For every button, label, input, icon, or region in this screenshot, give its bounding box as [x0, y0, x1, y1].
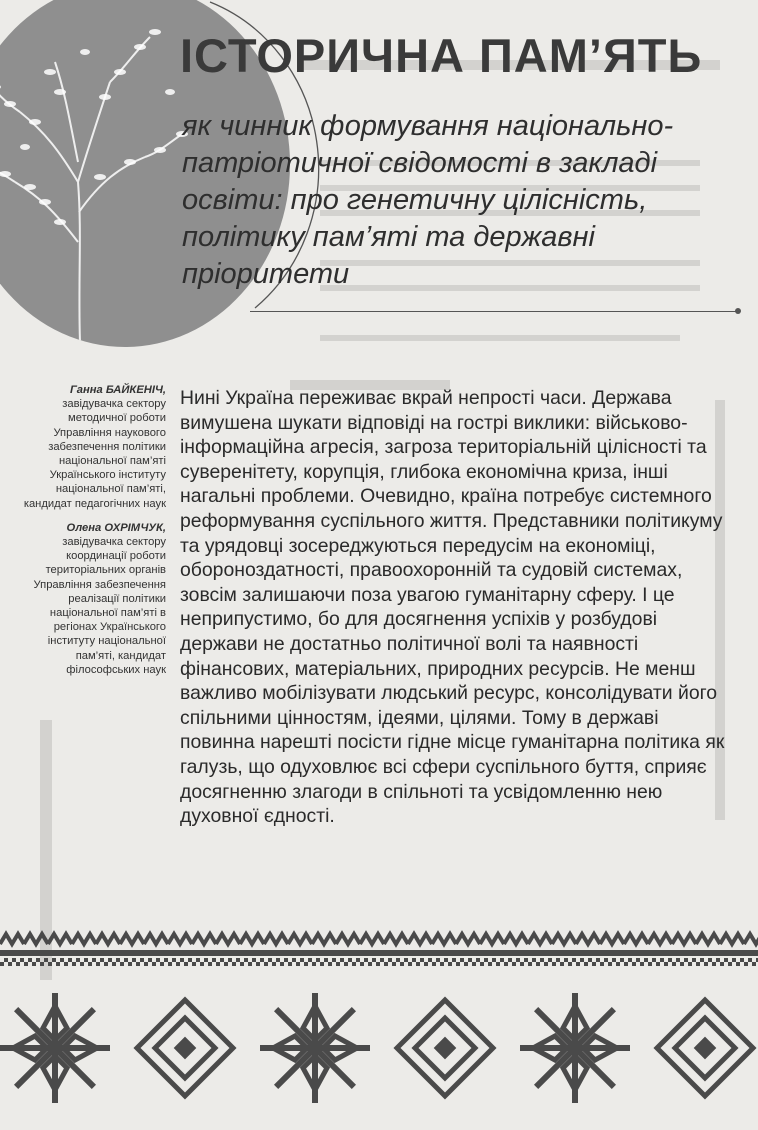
author-role: завідувачка сектору координації роботи територіальних органів Управління забезпечення реалізації політики національної пам’яті в регіонах Українського інституту національної пам’яті, кандидат філософських наук	[33, 536, 166, 676]
authors-block	[10, 383, 166, 687]
embroidery-ornament	[0, 930, 758, 1130]
page-title: ІСТОРИЧНА ПАМ’ЯТЬ	[180, 29, 703, 82]
author-name: Олена ОХРІМЧУК,	[66, 521, 166, 534]
divider-dot	[735, 308, 741, 314]
author-role: завідувачка сектору методичної роботи Управління наукового забезпечення політики національної пам’яті Українського інституту національної пам’яті, кандидат педагогічних наук	[23, 398, 166, 510]
author-1	[10, 383, 166, 511]
title-divider	[250, 311, 736, 312]
author-name: Ганна БАЙКЕНІЧ,	[70, 384, 166, 396]
page-subtitle: як чинник формування національно-патріотичної свідомості в закладі освіти: про генетичну цілісність, політику пам’яті та державні пріоритети	[182, 110, 674, 290]
author-2	[10, 521, 166, 677]
article-body: Нині Україна переживає вкрай непрості часи. Держава вимушена шукати відповіді на гострі виклики: військово-інформаційна агресія, загроза територіальній цілісності та суверенітету, корупція, глибока економічна криза, інші нагальні проблеми. Очевидно, країна потребує системного реформування суспільного життя. Представники політикуму та урядовці зосереджуються передусім на економіці, обороноздатності, правоохоронній та судовій системах, зовсім залишаючи поза увагою гуманітарну сферу. І це неприпустимо, бо для досягнення успіхів у розбудові держави не достатньо політичної волі та наявності фінансових, матеріальних, природних ресурсів. Не менш важливо мобілізувати людський ресурс, консолідувати його спільними цінностям, ідеями, цілями. Тому в державі повинна нарешті посісти гідне місце гуманітарна політика як галузь, що одуховлює всі сфери суспільного буття, сприяє досягненню злагоди в спільноті та усвідомленню нею духовної єдності.	[180, 387, 725, 828]
